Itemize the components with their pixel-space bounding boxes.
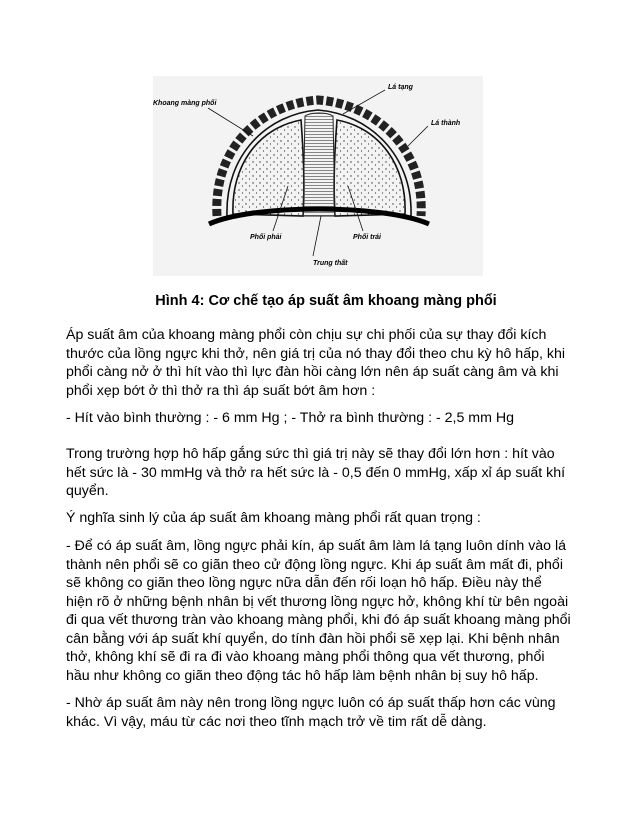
paragraph-significance-heading: Ý nghĩa sinh lý của áp suất âm khoang màng phổi rất quan trọng :: [66, 510, 481, 526]
paragraph-closed-chest: - Để có áp suất âm, lồng ngực phải kín, áp suất âm làm lá tạng luôn dính vào lá thành nên phổi sẽ co giãn theo cử động lồng ngực. Khi áp suất âm mất đi, phổi sẽ không co giãn theo lồng ngực nữa dẫn đến rối loạn hô hấp. Điều này thể hiện rõ ở những bệnh nhân bị vết thương lồng ngực hở, không khí từ bên ngoài đi qua vết thương tràn vào khoang màng phổi, khi đó áp suất khoang màng phổi cân bằng với áp suất khí quyển, do tính đàn hồi phổi sẽ xẹp lại. Khi bệnh nhân thở, không khí sẽ đi ra đi vào khoang màng phổi thông qua vết thương, phổi hầu như không co giãn theo động tác hô hấp làm bệnh nhân bị suy hô hấp.: [66, 538, 571, 684]
paragraph-forced-breathing: Trong trường hợp hô hấp gắng sức thì giá trị này sẽ thay đổi lớn hơn : hít vào hết sức là - 30 mmHg và thở ra hết sức là - 0,5 đến 0 mmHg, xấp xỉ áp suất khí quyển.: [66, 446, 566, 499]
label-left-lung: Phổi trái: [353, 234, 382, 241]
paragraph-venous-return: - Nhờ áp suất âm này nên trong lồng ngực luôn có áp suất thấp hơn các vùng khác. Vì vậy, máu từ các nơi theo tĩnh mạch trở về tim rất dễ dàng.: [66, 695, 556, 730]
label-mediastinum: Trung thất: [313, 260, 348, 267]
caption-text: Hình 4: Cơ chế tạo áp suất âm khoang màng phổi: [155, 293, 497, 309]
figure-caption: [0, 293, 638, 309]
mediastinum-region: [303, 113, 335, 216]
label-right-lung: Phổi phải: [250, 234, 282, 241]
label-parietal-layer: Lá thành: [431, 120, 461, 127]
label-visceral-layer: Lá tạng: [388, 84, 413, 91]
paragraph-pressure-variation: Áp suất âm của khoang màng phổi còn chịu sự chi phối của sự thay đổi kích thước của lồng ngực khi thở, nên giá trị của nó thay đổi theo chu kỳ hô hấp, khi phổi càng nở ở thì hít vào thì lực đàn hồi càng lớn nên áp suất càng âm và khi phổi xẹp bớt ở thì thở ra thì áp suất bớt âm hơn :: [66, 327, 565, 399]
paragraph-normal-breathing: - Hít vào bình thường : - 6 mm Hg ; - Thở ra bình thường : - 2,5 mm Hg: [66, 410, 514, 426]
label-pleural-cavity: Khoang màng phổi: [153, 100, 217, 107]
pleural-pressure-figure: [153, 76, 483, 276]
